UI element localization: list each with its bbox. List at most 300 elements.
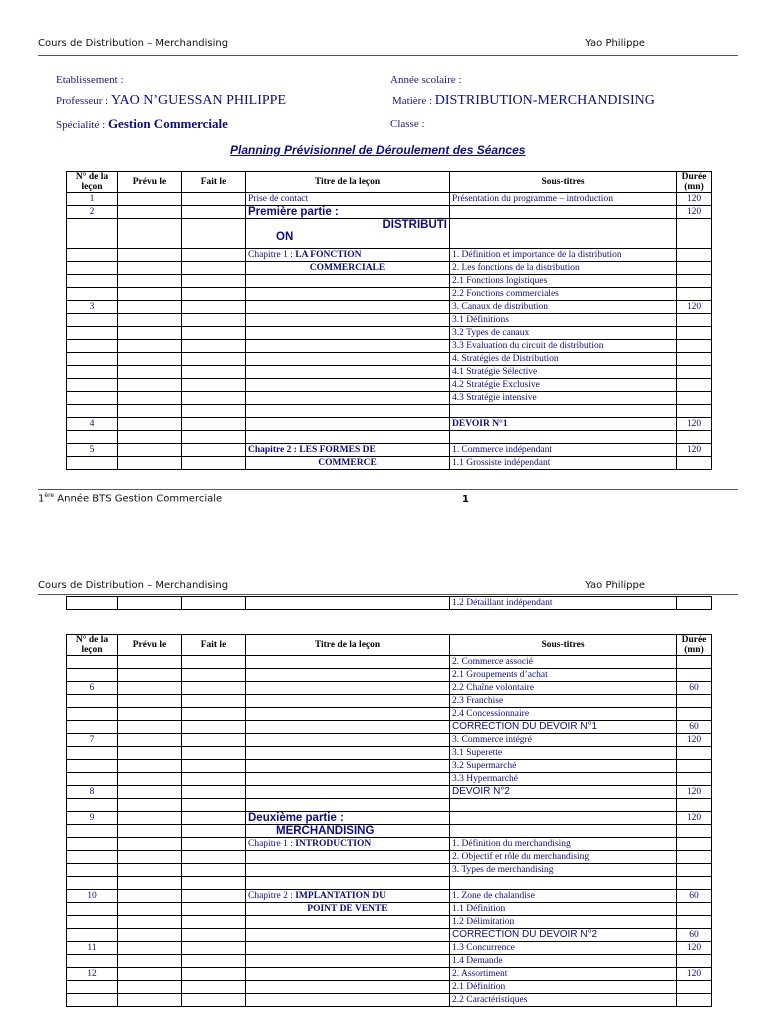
header-rule (38, 594, 738, 595)
table-cell (246, 301, 450, 314)
cell-duree: 120 (677, 734, 712, 747)
chapter-title: IMPLANTATION DU (295, 891, 386, 901)
table-row (67, 392, 712, 405)
table-cell (450, 877, 677, 890)
table-cell (182, 444, 246, 457)
matiere-value: DISTRIBUTION-MERCHANDISING (434, 93, 655, 108)
cell-sous: 1.1 Grossiste indépendant (450, 457, 677, 470)
col-header-duree: Durée (mn) (677, 172, 712, 193)
col-header-titre: Titre de la leçon (246, 635, 450, 656)
table-cell (677, 379, 712, 392)
cell-num: 2 (67, 206, 118, 219)
table-cell (118, 366, 182, 379)
table-cell (246, 366, 450, 379)
chapter-prefix: Chapitre 1 : (248, 250, 296, 260)
table-cell (118, 994, 182, 1007)
page2-header (38, 580, 738, 594)
chapter-prefix: Chapitre 1 : (248, 839, 296, 849)
chapter-title-continued: POINT DE VENTE (307, 904, 388, 914)
table-cell (118, 981, 182, 994)
table-cell (67, 327, 118, 340)
table-row (67, 838, 712, 851)
cell-duree: 120 (677, 812, 712, 825)
cell-sous: 2. Commerce associé (450, 656, 677, 669)
table-cell (182, 903, 246, 916)
table-cell (677, 981, 712, 994)
table-row (67, 942, 712, 955)
cell-prevu (118, 206, 182, 219)
table-cell (182, 392, 246, 405)
table-cell (677, 597, 712, 610)
table-row (67, 773, 712, 786)
cell-duree: 120 (677, 786, 712, 799)
table-cell (677, 327, 712, 340)
cell-sous: 3. Types de merchandising (450, 864, 677, 877)
part-title: Première partie : (246, 206, 450, 219)
header-rule (38, 55, 738, 56)
table-cell (118, 812, 182, 825)
table-cell (677, 431, 712, 444)
table-row (67, 825, 712, 838)
table-cell (246, 656, 450, 669)
table-row (67, 418, 712, 431)
table-cell (67, 864, 118, 877)
table-cell (67, 721, 118, 734)
table-cell (118, 916, 182, 929)
table-row (67, 747, 712, 760)
table-cell (677, 340, 712, 353)
table-cell (67, 457, 118, 470)
cell-sous: DEVOIR N°2 (450, 786, 677, 799)
table-cell (182, 825, 246, 838)
cell-duree (677, 219, 712, 249)
part-title: Deuxième partie : (246, 812, 450, 825)
cell-sous: 2.2 Chaîne volontaire (450, 682, 677, 695)
table-cell (677, 994, 712, 1007)
table-row (67, 760, 712, 773)
planning-table-page2 (66, 634, 712, 1007)
cell-num: 10 (67, 890, 118, 903)
col-header-prevu: Prévu le (118, 172, 182, 193)
cell-sous: 1.1 Définition (450, 903, 677, 916)
table-cell (67, 877, 118, 890)
cell-sous: 1. Définition du merchandising (450, 838, 677, 851)
table-cell (67, 353, 118, 366)
part-title-line-b: ON (276, 231, 294, 243)
table-cell (246, 968, 450, 981)
table-cell (182, 955, 246, 968)
table-row (67, 444, 712, 457)
cell-duree: 120 (677, 193, 712, 206)
cell-duree: 120 (677, 968, 712, 981)
cell-sous: 3. Commerce intégré (450, 734, 677, 747)
col-header-fait: Fait le (182, 635, 246, 656)
cell-sous: 2.4 Concessionnaire (450, 708, 677, 721)
cell-duree: 120 (677, 942, 712, 955)
cell-sous: 1.3 Concurrence (450, 942, 677, 955)
table-row (67, 682, 712, 695)
table-cell (450, 825, 677, 838)
cell-sous: 2.1 Fonctions logistiques (450, 275, 677, 288)
col-header-num: N° de la leçon (67, 635, 118, 656)
table-row (67, 379, 712, 392)
table-cell (182, 877, 246, 890)
table-cell (67, 366, 118, 379)
table-cell (246, 392, 450, 405)
col-header-num: N° de la leçon (67, 172, 118, 193)
table-cell (182, 760, 246, 773)
chapter-title: Chapitre 2 : LES FORMES DE (246, 444, 450, 457)
cell-prevu (118, 262, 182, 275)
table-cell (118, 597, 182, 610)
table-cell (677, 955, 712, 968)
col-header-fait: Fait le (182, 172, 246, 193)
table-cell (182, 721, 246, 734)
table-cell (182, 353, 246, 366)
table-cell (677, 760, 712, 773)
table-cell (182, 773, 246, 786)
cell-num: 4 (67, 418, 118, 431)
col-header-sous: Sous-titres (450, 172, 677, 193)
table-cell (246, 314, 450, 327)
cell-sous: 4.1 Stratégie Sélective (450, 366, 677, 379)
table-row (67, 864, 712, 877)
table-cell (182, 916, 246, 929)
table-cell (182, 669, 246, 682)
table-cell (246, 734, 450, 747)
table-cell (246, 418, 450, 431)
cell-sous: 3.1 Définitions (450, 314, 677, 327)
cell-duree (677, 249, 712, 262)
cell-num: 3 (67, 301, 118, 314)
page-number: 1 (462, 494, 469, 505)
table-cell (182, 682, 246, 695)
table-row (67, 916, 712, 929)
table-cell (182, 457, 246, 470)
table-cell (67, 669, 118, 682)
cell-sous: 2.3 Franchise (450, 695, 677, 708)
table-cell (246, 597, 450, 610)
cell-prevu (118, 249, 182, 262)
cell-sous: 3.2 Types de canaux (450, 327, 677, 340)
footer-year: 1 (38, 493, 45, 505)
col-header-prevu: Prévu le (118, 635, 182, 656)
table-cell (246, 773, 450, 786)
cell-sous: 1. Définition et importance de la distribution (450, 249, 677, 262)
table-row (67, 851, 712, 864)
table-row (67, 249, 712, 262)
table-header-row (67, 172, 712, 193)
footer-rule (38, 489, 738, 490)
table-row (67, 734, 712, 747)
cell-sous: 1. Commerce indépendant (450, 444, 677, 457)
table-cell (118, 656, 182, 669)
table-cell (246, 379, 450, 392)
cell-sous: 4.3 Stratégie intensive (450, 392, 677, 405)
table-cell (246, 721, 450, 734)
page-header (38, 38, 738, 52)
table-cell (246, 851, 450, 864)
table-cell (677, 916, 712, 929)
cell-titre (246, 903, 450, 916)
table-cell (118, 838, 182, 851)
cell-sous: 3.1 Superette (450, 747, 677, 760)
table-cell (67, 340, 118, 353)
cell-sous: 1.4 Demande (450, 955, 677, 968)
table-cell (182, 838, 246, 851)
table-row (67, 955, 712, 968)
cell-sous: Présentation du programme – introduction (450, 193, 677, 206)
cell-sous: 1. Zone de chalandise (450, 890, 677, 903)
table-cell (182, 301, 246, 314)
table-cell (182, 405, 246, 418)
cell-titre: Prise de contact (246, 193, 450, 206)
cell-titre (246, 457, 450, 470)
cell-titre (246, 890, 450, 903)
table-cell (677, 366, 712, 379)
part-title-line: MERCHANDISING (276, 825, 375, 837)
cell-sous: 1.2 Détaillant indépendant (450, 597, 677, 610)
table-cell (182, 994, 246, 1007)
table-header-row (67, 635, 712, 656)
cell-duree (677, 262, 712, 275)
table-cell (67, 405, 118, 418)
table-row (67, 288, 712, 301)
table-cell (67, 916, 118, 929)
table-cell (118, 851, 182, 864)
table-cell (118, 825, 182, 838)
table-row-empty (67, 431, 712, 444)
table-cell (118, 353, 182, 366)
chapter-title-continued: COMMERCE (318, 458, 377, 468)
cell-fait (182, 219, 246, 249)
table-cell (677, 669, 712, 682)
table-cell (118, 418, 182, 431)
table-cell (67, 825, 118, 838)
header-author: Yao Philippe (585, 580, 645, 591)
cell-sous: 3.3 Hypermarché (450, 773, 677, 786)
table-cell (677, 747, 712, 760)
table-cell (182, 864, 246, 877)
table-cell (182, 929, 246, 942)
table-cell (450, 431, 677, 444)
table-row (67, 890, 712, 903)
cell-num (67, 262, 118, 275)
chapter-title: INTRODUCTION (295, 839, 372, 849)
cell-num (67, 219, 118, 249)
footer-text: Année BTS Gestion Commerciale (54, 493, 223, 505)
matiere-field (392, 93, 655, 109)
table-cell (677, 825, 712, 838)
table-row (67, 981, 712, 994)
table-cell (182, 275, 246, 288)
table-cell (182, 314, 246, 327)
cell-sous: 2. Les fonctions de la distribution (450, 262, 677, 275)
cell-duree: 120 (677, 418, 712, 431)
table-row (67, 994, 712, 1007)
cell-num: 1 (67, 193, 118, 206)
table-cell (677, 708, 712, 721)
cell-prevu (118, 193, 182, 206)
table-row (67, 340, 712, 353)
cell-num: 12 (67, 968, 118, 981)
specialite-field (56, 116, 228, 132)
table-cell (182, 851, 246, 864)
table-cell (118, 786, 182, 799)
specialite-label: Spécialité : (56, 119, 106, 131)
table-cell (182, 431, 246, 444)
table-row (67, 708, 712, 721)
table-cell (246, 799, 450, 812)
table-cell (118, 734, 182, 747)
col-header-titre: Titre de la leçon (246, 172, 450, 193)
cell-sous: 2. Assortiment (450, 968, 677, 981)
table-cell (246, 877, 450, 890)
table-cell (182, 890, 246, 903)
table-cell (67, 314, 118, 327)
table-cell (246, 288, 450, 301)
table-cell (182, 327, 246, 340)
table-cell (118, 864, 182, 877)
table-row (67, 206, 712, 219)
cell-num: 11 (67, 942, 118, 955)
table-cell (182, 418, 246, 431)
table-cell (246, 695, 450, 708)
table-row (67, 968, 712, 981)
cell-sous: 2.2 Fonctions commerciales (450, 288, 677, 301)
cell-sous: 3. Canaux de distribution (450, 301, 677, 314)
table-cell (450, 405, 677, 418)
etablissement-label: Etablissement : (56, 74, 124, 86)
table-cell (118, 760, 182, 773)
table-cell (67, 773, 118, 786)
table-cell (246, 669, 450, 682)
table-cell (118, 799, 182, 812)
table-cell (118, 340, 182, 353)
table-cell (67, 431, 118, 444)
table-cell (67, 379, 118, 392)
cell-num: 8 (67, 786, 118, 799)
cell-sous: 2.2 Caractéristiques (450, 994, 677, 1007)
cell-sous: 4. Stratégies de Distribution (450, 353, 677, 366)
table-cell (182, 288, 246, 301)
cell-sous (450, 219, 677, 249)
table-cell (67, 288, 118, 301)
professeur-label: Professeur : (56, 95, 109, 107)
table-cell (67, 747, 118, 760)
table-cell (118, 942, 182, 955)
table-row (67, 929, 712, 942)
table-cell (118, 301, 182, 314)
table-cell (182, 981, 246, 994)
cell-prevu (118, 219, 182, 249)
cell-num: 7 (67, 734, 118, 747)
table-row (67, 301, 712, 314)
table-cell (67, 994, 118, 1007)
table-cell (246, 747, 450, 760)
table-cell (246, 994, 450, 1007)
table-cell (67, 981, 118, 994)
matiere-label: Matière : (392, 95, 433, 107)
table-cell (677, 773, 712, 786)
table-cell (118, 669, 182, 682)
plan-title: Planning Prévisionnel de Déroulement des Séances (230, 143, 526, 157)
part-title-line-a: DISTRIBUTI (382, 219, 447, 231)
table-cell (67, 708, 118, 721)
table-cell (118, 327, 182, 340)
table-cell (246, 760, 450, 773)
table-cell (246, 864, 450, 877)
table-cell (246, 942, 450, 955)
table-cell (67, 392, 118, 405)
table-cell (118, 379, 182, 392)
table-cell (246, 431, 450, 444)
table-cell (67, 597, 118, 610)
table-cell (118, 955, 182, 968)
cell-duree: 60 (677, 929, 712, 942)
table-cell (118, 968, 182, 981)
table-cell (67, 955, 118, 968)
cell-duree: 120 (677, 301, 712, 314)
cell-sous: 2.1 Groupements d’achat (450, 669, 677, 682)
cell-duree: 60 (677, 890, 712, 903)
table-cell (677, 457, 712, 470)
specialite-value: Gestion Commerciale (107, 116, 228, 131)
header-course-title: Cours de Distribution – Merchandising (38, 38, 229, 49)
table-row (67, 695, 712, 708)
chapter-title-continued: COMMERCIALE (309, 263, 386, 273)
table-cell (67, 275, 118, 288)
chapter-prefix: Chapitre 2 : (248, 891, 296, 901)
table-cell (450, 799, 677, 812)
carry-over-table (66, 596, 712, 610)
table-cell (450, 812, 677, 825)
table-row (67, 597, 712, 610)
table-row (67, 812, 712, 825)
cell-num: 9 (67, 812, 118, 825)
table-cell (182, 366, 246, 379)
table-cell (677, 275, 712, 288)
classe-label: Classe : (390, 118, 425, 130)
table-cell (67, 799, 118, 812)
table-cell (67, 903, 118, 916)
table-cell (677, 838, 712, 851)
table-cell (677, 288, 712, 301)
table-row (67, 786, 712, 799)
table-cell (118, 431, 182, 444)
table-cell (182, 747, 246, 760)
table-cell (182, 786, 246, 799)
table-cell (677, 405, 712, 418)
table-cell (118, 890, 182, 903)
table-cell (677, 656, 712, 669)
table-cell (246, 916, 450, 929)
table-cell (182, 695, 246, 708)
table-cell (677, 877, 712, 890)
table-row (67, 327, 712, 340)
table-cell (677, 799, 712, 812)
table-cell (182, 708, 246, 721)
cell-fait (182, 193, 246, 206)
table-cell (118, 695, 182, 708)
cell-duree: 60 (677, 682, 712, 695)
cell-num (67, 249, 118, 262)
table-cell (246, 275, 450, 288)
cell-duree: 120 (677, 444, 712, 457)
table-cell (246, 682, 450, 695)
table-cell (677, 903, 712, 916)
table-cell (677, 314, 712, 327)
